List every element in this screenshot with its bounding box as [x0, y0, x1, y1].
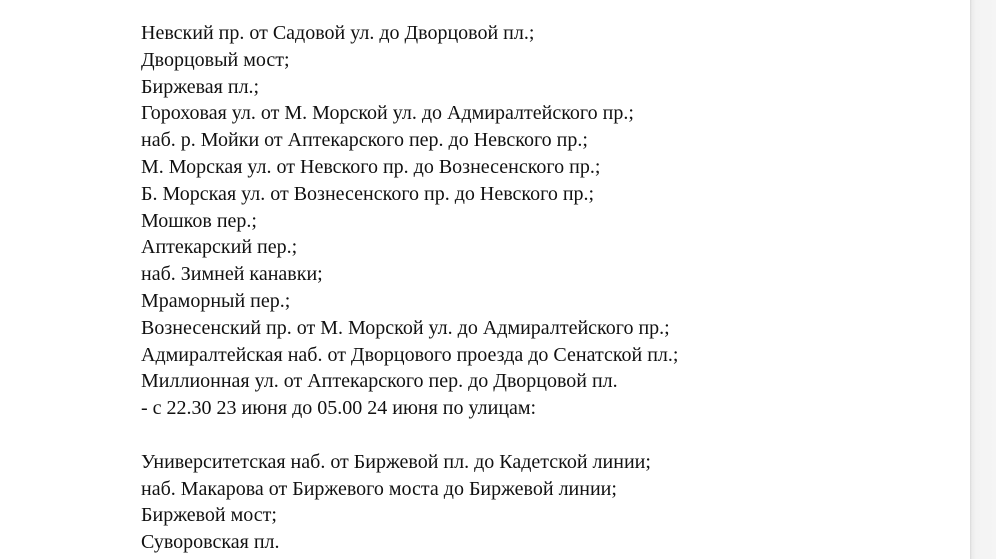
- text-line: - с 22.30 23 июня до 05.00 24 июня по улицам:: [141, 397, 537, 420]
- text-line: Вознесенский пр. от М. Морской ул. до Адмиралтейского пр.;: [141, 316, 670, 339]
- text-line: Б. Морская ул. от Вознесенского пр. до Невского пр.;: [141, 182, 595, 205]
- text-line: Суворовская пл.: [141, 531, 280, 554]
- text-line: М. Морская ул. от Невского пр. до Вознесенского пр.;: [141, 155, 601, 178]
- text-line: Биржевая пл.;: [141, 75, 260, 98]
- text-line: Адмиралтейская наб. от Дворцового проезда до Сенатской пл.;: [141, 343, 679, 366]
- text-line: наб. Макарова от Биржевого моста до Биржевой линии;: [141, 477, 617, 500]
- text-line: Миллионная ул. от Аптекарского пер. до Дворцовой пл.: [141, 370, 618, 393]
- text-line: Невский пр. от Садовой ул. до Дворцовой пл.;: [141, 22, 535, 44]
- document-text: [141, 20, 961, 556]
- blank-line: [141, 422, 961, 449]
- text-line: наб. р. Мойки от Аптекарского пер. до Невского пр.;: [141, 129, 588, 152]
- text-line: Дворцовый мост;: [141, 48, 290, 71]
- page-edge-shadow: [970, 0, 996, 559]
- text-line: наб. Зимней канавки;: [141, 263, 323, 286]
- text-line: Мошков пер.;: [141, 209, 257, 232]
- text-line: Гороховая ул. от М. Морской ул. до Адмиралтейского пр.;: [141, 102, 634, 125]
- text-line: Биржевой мост;: [141, 504, 277, 527]
- text-line: Университетская наб. от Биржевой пл. до Кадетской линии;: [141, 450, 651, 473]
- text-line: Аптекарский пер.;: [141, 236, 298, 259]
- text-line: Мраморный пер.;: [141, 289, 291, 312]
